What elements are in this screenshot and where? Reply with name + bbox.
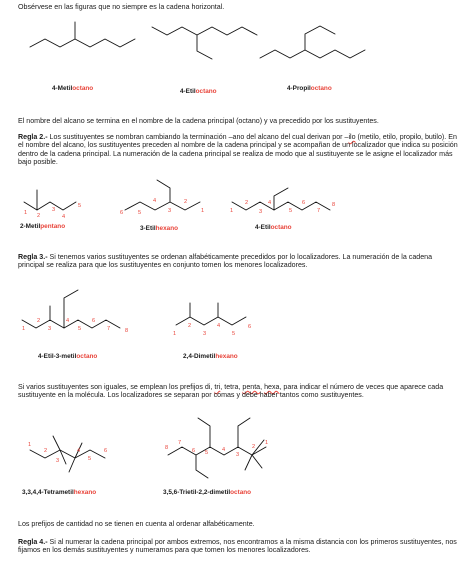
svg-text:3: 3 bbox=[168, 208, 172, 214]
caption-4-etil-3-metiloctano: 4-Etil-3-metiloctano bbox=[38, 353, 98, 360]
caption-tetrametilhexano: 3,3,4,4-Tetrametilhexano bbox=[22, 489, 97, 496]
alpha-rule-text: Los prefijos de cantidad no se tienen en cuenta al ordenar alfabéticamente. bbox=[18, 520, 255, 528]
svg-text:7: 7 bbox=[178, 440, 182, 446]
svg-text:1: 1 bbox=[28, 442, 32, 448]
svg-text:4: 4 bbox=[77, 448, 81, 454]
svg-text:5: 5 bbox=[88, 456, 92, 462]
svg-text:4: 4 bbox=[66, 318, 70, 324]
svg-text:6: 6 bbox=[192, 448, 196, 454]
svg-text:6: 6 bbox=[92, 318, 96, 324]
intro-text: Obsérvese en las figuras que no siempre es la cadena horizontal. bbox=[18, 3, 225, 11]
svg-text:5: 5 bbox=[232, 331, 236, 337]
rule-4-label: Regla 4.- bbox=[18, 538, 48, 546]
svg-text:3: 3 bbox=[56, 458, 60, 464]
caption-4-etiloctano-b: 4-Etiloctano bbox=[255, 224, 292, 231]
naming-rule-text: El nombre del alcano se termina en el nombre de la cadena principal (octano) y va precedido por los sustituyentes. bbox=[18, 117, 379, 125]
svg-text:1: 1 bbox=[201, 208, 205, 214]
svg-text:3: 3 bbox=[48, 326, 52, 332]
svg-text:3: 3 bbox=[259, 209, 263, 215]
svg-text:5: 5 bbox=[289, 208, 293, 214]
prefix-rule-paragraph: Si varios sustituyentes son iguales, se emplean los prefijos di, tri, tetra, penta, hexa, para indicar el número de veces que aparece cada sustituyente en la molécula. Los localizadores se separan por comas y debe haber tantos como sustituyentes. bbox=[18, 383, 444, 400]
svg-text:4: 4 bbox=[62, 214, 66, 220]
svg-text:3: 3 bbox=[203, 331, 207, 337]
caption-3-etilhexano: 3-Etilhexano bbox=[140, 225, 178, 232]
svg-text:3: 3 bbox=[236, 452, 240, 458]
svg-text:5: 5 bbox=[78, 203, 82, 209]
caption-trietil-dimetiloctano: 3,5,6-Trietil-2,2-dimetiloctano bbox=[163, 489, 252, 496]
svg-text:6: 6 bbox=[104, 448, 108, 454]
svg-text:3: 3 bbox=[52, 207, 56, 213]
svg-text:1: 1 bbox=[22, 326, 26, 332]
svg-text:4: 4 bbox=[217, 323, 221, 329]
rule-2-label: Regla 2.- bbox=[18, 133, 48, 141]
svg-text:5: 5 bbox=[78, 326, 82, 332]
svg-text:2: 2 bbox=[37, 213, 41, 219]
rule-4-paragraph: Regla 4.- Si al numerar la cadena principal por ambos extremos, nos encontramos a la misma distancia con los primeros sustituyentes, nos fijamos en los demás sustituyentes y numeramos para que tomen los menores localizadores. bbox=[18, 538, 457, 555]
svg-text:1: 1 bbox=[24, 210, 28, 216]
svg-text:6: 6 bbox=[120, 210, 124, 216]
svg-text:2: 2 bbox=[184, 199, 188, 205]
caption-4-metiloctano: 4-Metiloctano bbox=[52, 85, 94, 92]
svg-text:2: 2 bbox=[44, 448, 48, 454]
svg-text:8: 8 bbox=[165, 445, 169, 451]
caption-4-etiloctano: 4-Etiloctano bbox=[180, 88, 217, 95]
svg-text:2: 2 bbox=[188, 323, 192, 329]
svg-text:2: 2 bbox=[37, 318, 41, 324]
svg-text:4: 4 bbox=[268, 200, 272, 206]
svg-text:1: 1 bbox=[265, 440, 269, 446]
svg-text:4: 4 bbox=[222, 447, 226, 453]
caption-2-metilpentano: 2-Metilpentano bbox=[20, 223, 66, 230]
svg-text:2: 2 bbox=[252, 444, 256, 450]
svg-text:7: 7 bbox=[317, 208, 321, 214]
rule-3-label: Regla 3.- bbox=[18, 253, 48, 261]
svg-text:5: 5 bbox=[138, 210, 142, 216]
caption-2-4-dimetilhexano: 2,4-Dimetilhexano bbox=[183, 353, 238, 360]
svg-text:5: 5 bbox=[205, 450, 209, 456]
svg-text:7: 7 bbox=[107, 326, 111, 332]
svg-text:8: 8 bbox=[125, 328, 129, 334]
svg-text:4: 4 bbox=[153, 198, 157, 204]
svg-text:8: 8 bbox=[332, 202, 336, 208]
svg-text:6: 6 bbox=[302, 200, 306, 206]
svg-text:1: 1 bbox=[173, 331, 177, 337]
svg-text:6: 6 bbox=[248, 324, 252, 330]
rule-3-paragraph: Regla 3.- Si tenemos varios sustituyentes se ordenan alfabéticamente precedidos por lo localizadores. La numeración de la cadena principal se realiza para que los sustituyentes en conjunto tomen los menores localizadores. bbox=[18, 253, 433, 270]
svg-text:1: 1 bbox=[230, 208, 234, 214]
caption-4-propiloctano: 4-Propiloctano bbox=[287, 85, 332, 92]
rule-2-paragraph: Regla 2.- Los sustituyentes se nombran cambiando la terminación –ano del alcano del cual derivan por –ilo (metilo, etilo, propilo, butilo). En el nombre del alcano, los sustituyentes preceden al nombre de la cadena principal y se acompañan de un localizador que indica su posición dentro de la cadena principal. La numeración de la cadena principal se realiza de modo que al sustituyente se le asigne el localizador más bajo posible. bbox=[18, 133, 458, 166]
svg-text:2: 2 bbox=[245, 200, 249, 206]
